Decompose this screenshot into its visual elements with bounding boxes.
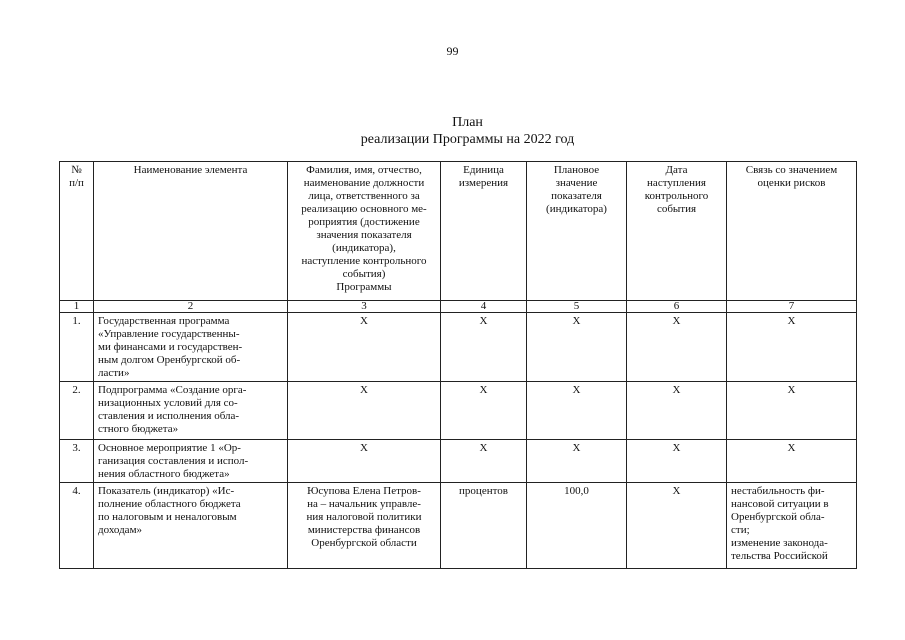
row-value: X xyxy=(527,382,627,440)
header-cell-unit: Единица измерения xyxy=(441,162,527,301)
header-cell-risk: Связь со значением оценки рисков xyxy=(727,162,857,301)
header-cell-num: № п/п xyxy=(60,162,94,301)
row-value: X xyxy=(527,440,627,483)
row-risk: X xyxy=(727,382,857,440)
row-responsible: X xyxy=(288,313,441,382)
row-unit: процентов xyxy=(441,483,527,569)
row-unit: X xyxy=(441,382,527,440)
row-number: 3. xyxy=(60,440,94,483)
column-number: 3 xyxy=(288,301,441,313)
row-date: X xyxy=(627,440,727,483)
row-name: Основное мероприятие 1 «Ор- ганизация составления и испол- нения областного бюджета» xyxy=(94,440,288,483)
title-line-2: реализации Программы на 2022 год xyxy=(360,132,575,147)
row-number: 4. xyxy=(60,483,94,569)
column-number: 1 xyxy=(60,301,94,313)
row-risk: нестабильность фи- нансовой ситуации в Оренбургской обла- сти; изменение законода- тельства Российской xyxy=(727,483,857,569)
title-line-1: План xyxy=(452,115,483,130)
header-cell-name: Наименование элемента xyxy=(94,162,288,301)
row-responsible: X xyxy=(288,382,441,440)
row-responsible: Юсупова Елена Петров- на – начальник управле- ния налоговой политики министерства финансов Оренбургской области xyxy=(288,483,441,569)
row-name: Показатель (индикатор) «Ис- полнение областного бюджета по налоговым и неналоговым доходам» xyxy=(94,483,288,569)
row-value: 100,0 xyxy=(527,483,627,569)
column-number-row xyxy=(60,301,857,313)
plan-title xyxy=(0,114,905,148)
column-number: 5 xyxy=(527,301,627,313)
header-cell-value: Плановое значение показателя (индикатора) xyxy=(527,162,627,301)
table-row xyxy=(60,382,857,440)
row-number: 2. xyxy=(60,382,94,440)
row-value: X xyxy=(527,313,627,382)
column-number: 4 xyxy=(441,301,527,313)
row-risk: X xyxy=(727,440,857,483)
plan-table xyxy=(59,161,857,569)
row-date: X xyxy=(627,483,727,569)
row-date: X xyxy=(627,313,727,382)
column-number: 2 xyxy=(94,301,288,313)
row-name: Подпрограмма «Создание орга- низационных условий для со- ставления и исполнения обла- стного бюджета» xyxy=(94,382,288,440)
row-number: 1. xyxy=(60,313,94,382)
header-cell-date: Дата наступления контрольного события xyxy=(627,162,727,301)
row-risk: X xyxy=(727,313,857,382)
row-name: Государственная программа «Управление государственны- ми финансами и государствен- ным долгом Оренбургской об- ласти» xyxy=(94,313,288,382)
row-unit: X xyxy=(441,440,527,483)
header-row xyxy=(60,162,857,301)
column-number: 7 xyxy=(727,301,857,313)
page-number: 99 xyxy=(446,44,459,58)
column-number: 6 xyxy=(627,301,727,313)
row-responsible: X xyxy=(288,440,441,483)
table-row xyxy=(60,483,857,569)
table-row xyxy=(60,313,857,382)
row-date: X xyxy=(627,382,727,440)
table-row xyxy=(60,440,857,483)
row-unit: X xyxy=(441,313,527,382)
header-cell-responsible: Фамилия, имя, отчество, наименование должности лица, ответственного за реализацию основного ме- роприятия (достижение значения показателя (индикатора), наступление контрольного события) Программы xyxy=(288,162,441,301)
